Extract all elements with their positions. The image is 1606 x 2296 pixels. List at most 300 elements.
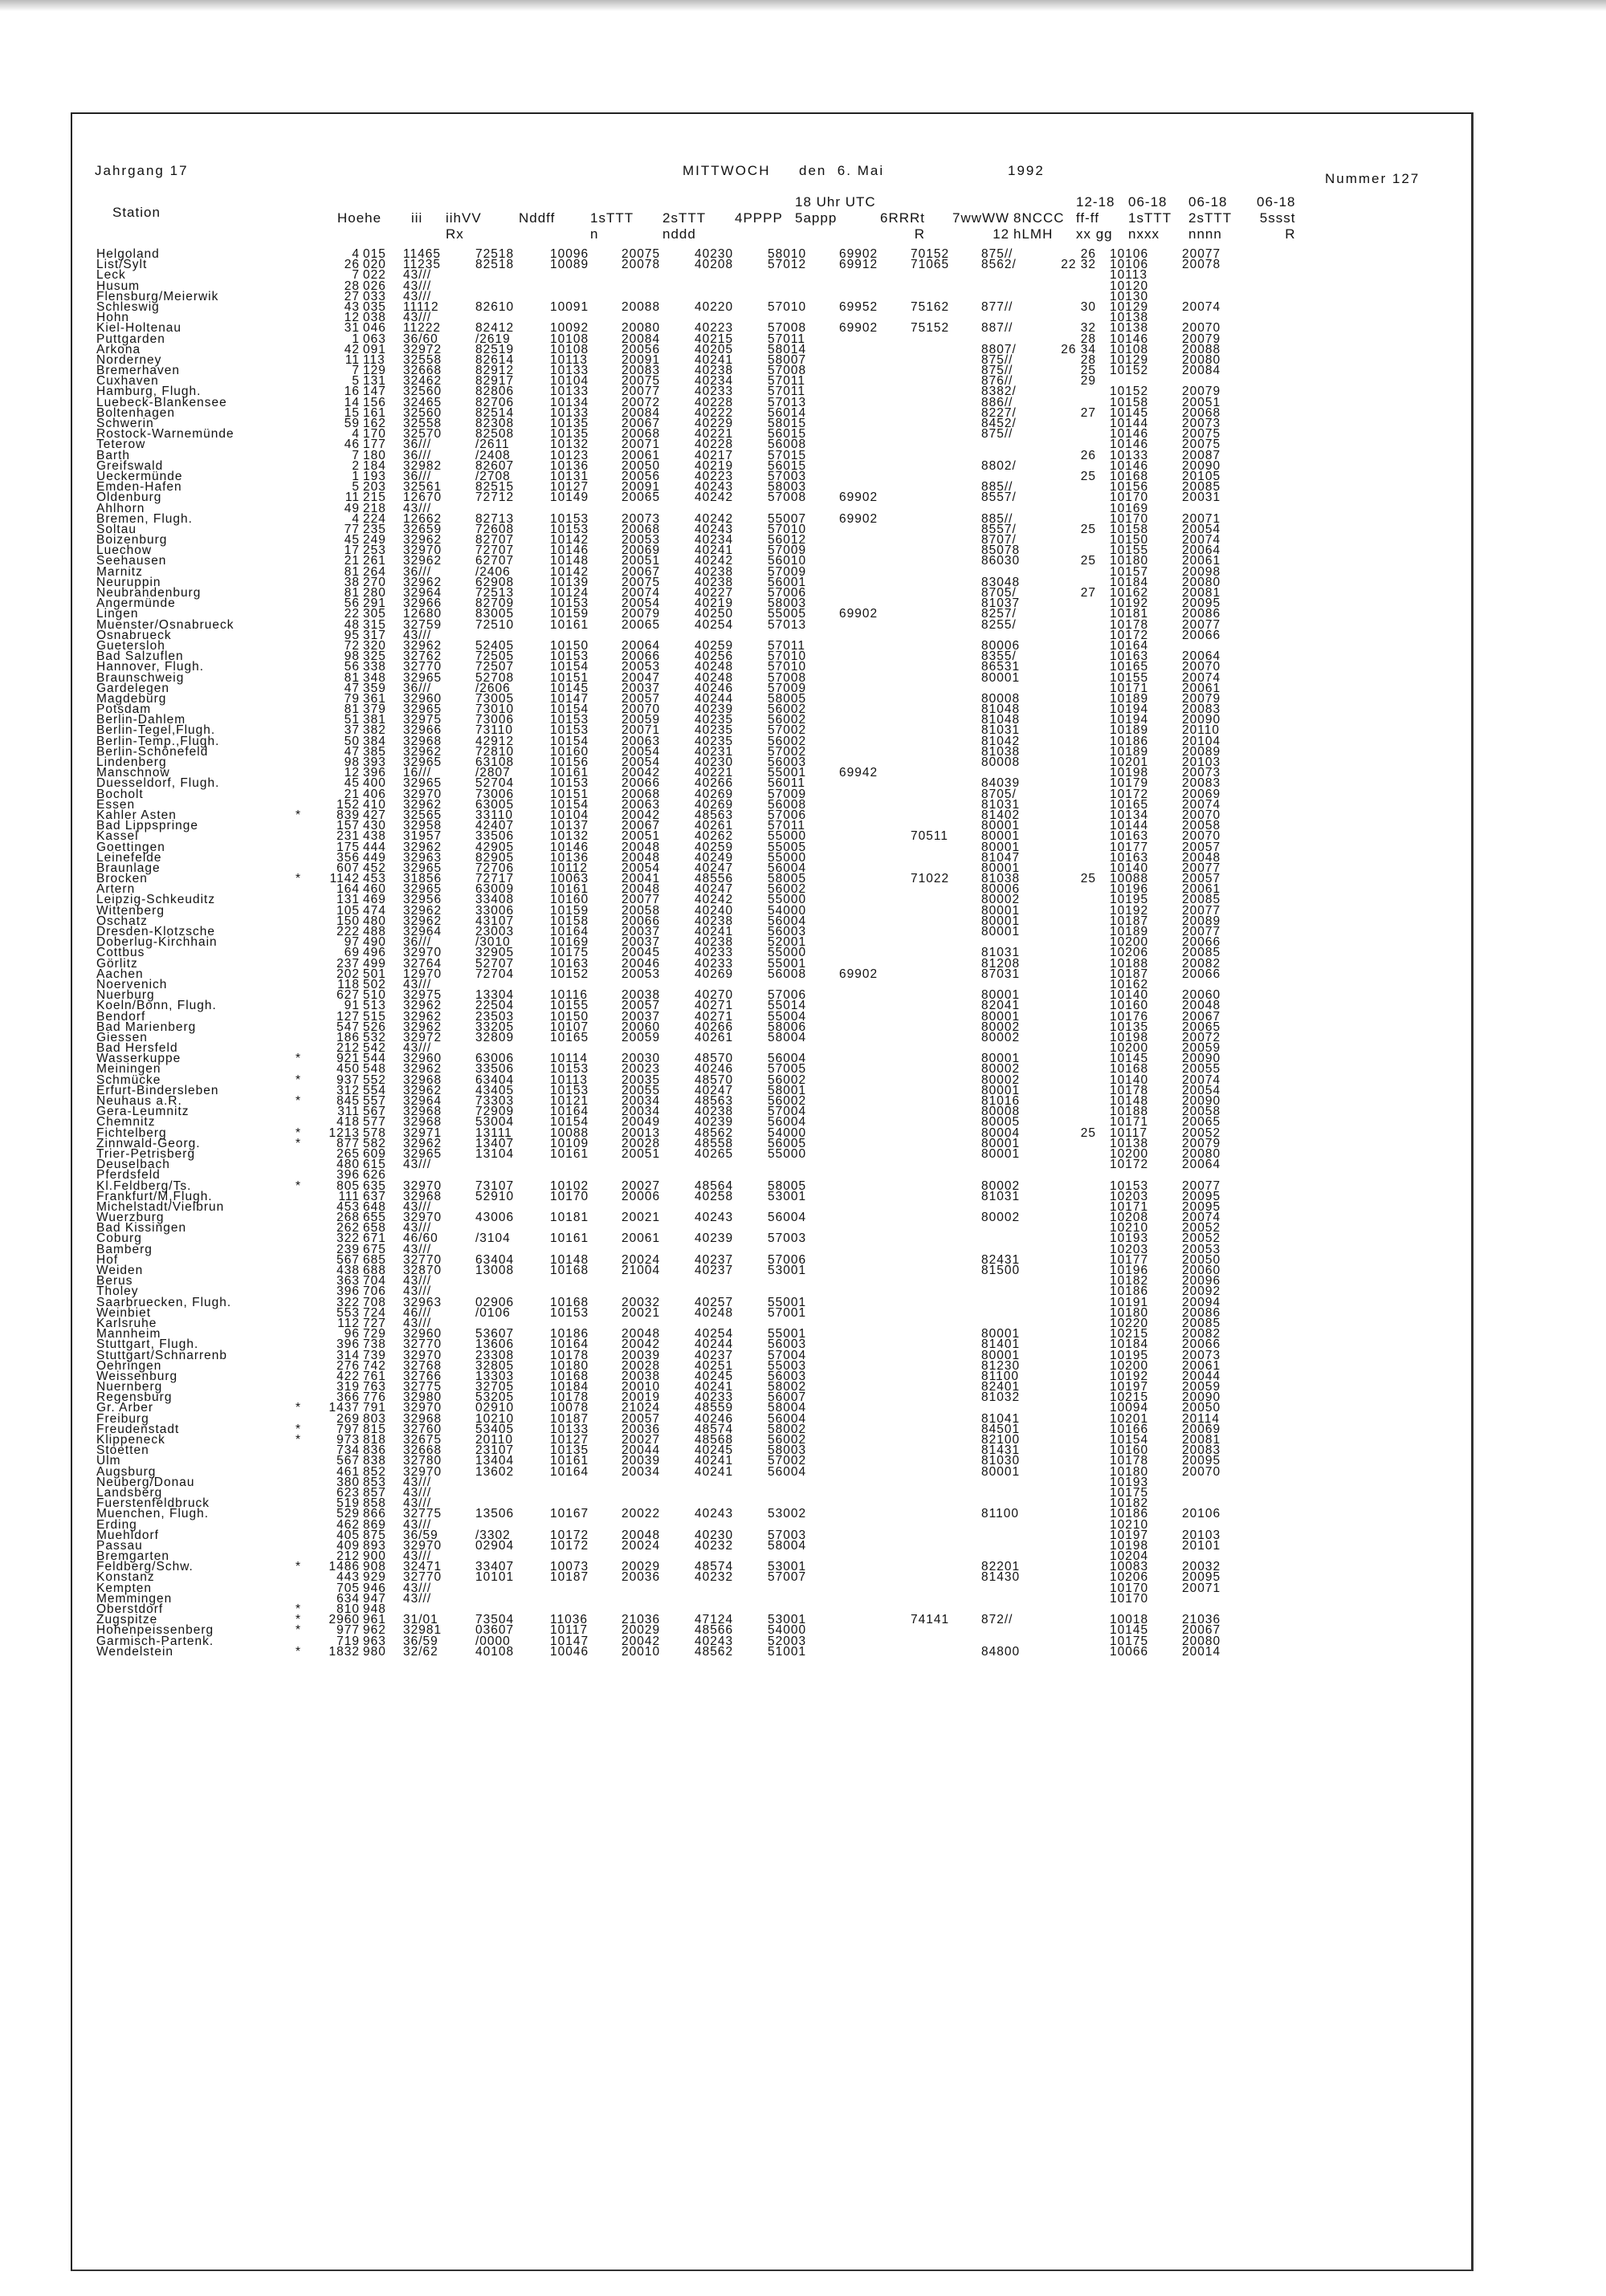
group-nddff: /2619 bbox=[475, 332, 511, 346]
group-7wwww: 71065 bbox=[911, 258, 950, 272]
group-5appp: 55000 bbox=[768, 946, 807, 960]
group-5appp: 52001 bbox=[768, 935, 807, 950]
station-height: 98 bbox=[344, 649, 360, 664]
station-name: Michelstadt/Vielbrun bbox=[96, 1199, 225, 1214]
station-id: 704 bbox=[363, 1274, 386, 1288]
group-2sttt: 20063 bbox=[622, 734, 661, 748]
station-height: 380 bbox=[336, 1475, 360, 1489]
group-4pppp: 40217 bbox=[695, 448, 734, 462]
group-5appp: 57004 bbox=[768, 1348, 807, 1362]
group-ihvv: 31856 bbox=[403, 872, 442, 886]
station-name: Seehausen bbox=[96, 554, 167, 568]
station-name: Bremerhaven bbox=[96, 364, 181, 378]
group-8nccc: 80002 bbox=[981, 1020, 1021, 1034]
group-5appp: 54000 bbox=[768, 903, 807, 918]
group-06-18-1sttt: 10197 bbox=[1110, 1380, 1149, 1394]
group-ihvv: 32668 bbox=[403, 1443, 442, 1458]
group-2sttt: 20050 bbox=[622, 458, 661, 473]
group-06-18-2sttt: 20080 bbox=[1182, 1634, 1221, 1648]
group-ihvv: 32770 bbox=[403, 1252, 442, 1267]
group-2sttt: 20065 bbox=[622, 491, 661, 505]
group-2sttt: 20066 bbox=[622, 776, 661, 791]
group-ffff: 25 bbox=[1080, 522, 1096, 536]
mountain-marker: * bbox=[296, 1602, 302, 1616]
station-id: 469 bbox=[363, 893, 386, 907]
station-height: 7 bbox=[352, 448, 360, 462]
group-4pppp: 40231 bbox=[695, 744, 734, 759]
group-ihvv: 32962 bbox=[403, 1020, 442, 1034]
station-name: Oberstdorf bbox=[96, 1602, 164, 1616]
station-name: Berlin-Schönefeld bbox=[96, 744, 209, 759]
station-height: 877 bbox=[336, 1136, 360, 1150]
station-height: 79 bbox=[344, 691, 360, 706]
group-8nccc: 8227/ bbox=[981, 405, 1017, 420]
station-height: 237 bbox=[336, 956, 360, 971]
group-2sttt: 20077 bbox=[622, 385, 661, 399]
group-2sttt: 20080 bbox=[622, 321, 661, 336]
station-name: Husum bbox=[96, 279, 141, 293]
station-id: 022 bbox=[363, 268, 386, 283]
group-5appp: 58005 bbox=[768, 691, 807, 706]
group-nddff: 72717 bbox=[475, 872, 515, 886]
group-06-18-2sttt: 20074 bbox=[1182, 797, 1221, 812]
station-height: 28 bbox=[344, 279, 360, 293]
group-4pppp: 48574 bbox=[695, 1422, 734, 1436]
station-height: 567 bbox=[336, 1454, 360, 1468]
group-1sttt: 10131 bbox=[550, 469, 589, 483]
group-06-18-1sttt: 10162 bbox=[1110, 586, 1149, 600]
group-06-18-2sttt: 20031 bbox=[1182, 491, 1221, 505]
group-06-18-1sttt: 10083 bbox=[1110, 1560, 1149, 1574]
group-8nccc: 886// bbox=[981, 395, 1013, 409]
group-06-18-1sttt: 10138 bbox=[1110, 311, 1149, 325]
station-id: 658 bbox=[363, 1221, 386, 1236]
group-nddff: /2708 bbox=[475, 469, 511, 483]
group-4pppp: 40233 bbox=[695, 956, 734, 971]
group-5appp: 53001 bbox=[768, 1560, 807, 1574]
group-06-18-2sttt: 20090 bbox=[1182, 1390, 1221, 1405]
station-id: 510 bbox=[363, 988, 386, 1003]
group-ihvv: 32962 bbox=[403, 914, 442, 928]
group-06-18-1sttt: 10140 bbox=[1110, 988, 1149, 1003]
group-06-18-2sttt: 20067 bbox=[1182, 1623, 1221, 1638]
group-nddff: 53607 bbox=[475, 1327, 515, 1341]
group-06-18-1sttt: 10144 bbox=[1110, 417, 1149, 430]
station-height: 11 bbox=[344, 352, 360, 367]
group-06-18-2sttt: 20085 bbox=[1182, 946, 1221, 960]
station-height: 805 bbox=[336, 1179, 360, 1193]
group-4pppp: 40266 bbox=[695, 776, 734, 791]
group-06-18-2sttt: 20074 bbox=[1182, 533, 1221, 548]
group-8nccc: 885// bbox=[981, 480, 1013, 495]
group-ihvv: 31/01 bbox=[403, 1613, 438, 1627]
group-2sttt: 20038 bbox=[622, 988, 661, 1003]
group-5appp: 58002 bbox=[768, 1422, 807, 1436]
station-id: 215 bbox=[363, 491, 386, 505]
group-06-18-1sttt: 10145 bbox=[1110, 1052, 1149, 1066]
group-5appp: 58005 bbox=[768, 1179, 807, 1193]
group-ihvv: 32965 bbox=[403, 755, 442, 769]
station-name: Erfurt-Bindersleben bbox=[96, 1083, 219, 1097]
station-height: 921 bbox=[336, 1052, 360, 1066]
group-ihvv: 43/// bbox=[403, 1274, 432, 1288]
group-nddff: 72510 bbox=[475, 617, 515, 632]
group-ihvv: 43/// bbox=[403, 289, 432, 303]
station-name: Bad Marienberg bbox=[96, 1020, 197, 1034]
group-4pppp: 48562 bbox=[695, 1126, 734, 1140]
group-2sttt: 20061 bbox=[622, 448, 661, 462]
group-06-18-1sttt: 10192 bbox=[1110, 903, 1149, 918]
station-height: 312 bbox=[336, 1083, 360, 1097]
col-06-18-5ssst: 06-18 5ssst R bbox=[1257, 194, 1296, 242]
group-2sttt: 20041 bbox=[622, 872, 661, 886]
group-1sttt: 10158 bbox=[550, 914, 589, 928]
group-2sttt: 20051 bbox=[622, 829, 661, 844]
group-4pppp: 48559 bbox=[695, 1401, 734, 1415]
station-id: 400 bbox=[363, 776, 386, 791]
station-id: 384 bbox=[363, 734, 386, 748]
group-ihvv: 43/// bbox=[403, 1316, 432, 1330]
group-5appp: 56004 bbox=[768, 914, 807, 928]
group-nddff: 33408 bbox=[475, 893, 515, 907]
group-8nccc: 81500 bbox=[981, 1264, 1021, 1277]
station-name: Artern bbox=[96, 882, 136, 897]
station-height: 37 bbox=[344, 723, 360, 738]
group-nddff: 72505 bbox=[475, 649, 515, 664]
group-4pppp: 40242 bbox=[695, 491, 734, 505]
group-06-18-1sttt: 10066 bbox=[1110, 1644, 1149, 1659]
mountain-marker: * bbox=[296, 872, 302, 886]
group-2sttt: 20083 bbox=[622, 364, 661, 378]
group-06-18-2sttt: 20072 bbox=[1182, 1030, 1221, 1044]
station-height: 45 bbox=[344, 533, 360, 548]
group-ihvv: 32960 bbox=[403, 1327, 442, 1341]
group-nddff: 13606 bbox=[475, 1337, 515, 1352]
group-ihvv: 32968 bbox=[403, 1411, 442, 1426]
group-06-18-2sttt: 20059 bbox=[1182, 1041, 1221, 1056]
group-nddff: 82806 bbox=[475, 385, 515, 399]
group-06-18-1sttt: 10108 bbox=[1110, 342, 1149, 356]
group-8nccc: 80008 bbox=[981, 755, 1021, 769]
station-name: Doberlug-Kirchhain bbox=[96, 935, 218, 950]
station-name: Wittenberg bbox=[96, 903, 165, 918]
group-5appp: 56002 bbox=[768, 702, 807, 717]
group-06-18-2sttt: 20079 bbox=[1182, 691, 1221, 706]
group-06-18-2sttt: 20077 bbox=[1182, 1179, 1221, 1193]
group-06-18-2sttt: 20058 bbox=[1182, 819, 1221, 833]
group-4pppp: 40238 bbox=[695, 1105, 734, 1119]
group-06-18-1sttt: 10146 bbox=[1110, 458, 1149, 473]
group-1sttt: 10148 bbox=[550, 554, 589, 568]
station-name: Giessen bbox=[96, 1030, 148, 1044]
station-id: 046 bbox=[363, 321, 386, 336]
station-height: 547 bbox=[336, 1020, 360, 1034]
station-name: Schleswig bbox=[96, 299, 160, 314]
group-ihvv: 31957 bbox=[403, 829, 442, 844]
group-nddff: /2807 bbox=[475, 766, 511, 780]
group-5appp: 57001 bbox=[768, 1305, 807, 1320]
group-06-18-1sttt: 10171 bbox=[1110, 1199, 1149, 1214]
group-nddff: 53004 bbox=[475, 1115, 515, 1130]
group-7wwww: 70511 bbox=[911, 829, 948, 844]
group-06-18-1sttt: 10206 bbox=[1110, 946, 1149, 960]
group-6rrrt: 69902 bbox=[839, 491, 878, 505]
station-height: 152 bbox=[336, 797, 360, 812]
group-1sttt: 10154 bbox=[550, 660, 589, 674]
station-id: 147 bbox=[363, 385, 386, 399]
group-4pppp: 40230 bbox=[695, 1528, 734, 1542]
station-name: Potsdam bbox=[96, 702, 152, 717]
group-06-18-2sttt: 20061 bbox=[1182, 554, 1221, 568]
group-06-18-1sttt: 10138 bbox=[1110, 321, 1149, 336]
group-06-18-1sttt: 10129 bbox=[1110, 299, 1149, 314]
group-nddff: 40108 bbox=[475, 1644, 515, 1659]
group-06-18-2sttt: 20083 bbox=[1182, 1443, 1221, 1458]
group-ihvv: 32982 bbox=[403, 458, 442, 473]
group-ihvv: 12970 bbox=[403, 967, 442, 981]
group-06-18-2sttt: 20073 bbox=[1182, 417, 1221, 430]
group-8nccc: 875// bbox=[981, 352, 1013, 367]
group-1sttt: 10148 bbox=[550, 1252, 589, 1267]
group-5appp: 57011 bbox=[768, 374, 805, 389]
group-2sttt: 20056 bbox=[622, 342, 661, 356]
group-06-18-2sttt: 20095 bbox=[1182, 1454, 1221, 1468]
col-06-18-2sttt: 06-18 2sTTT nnnn bbox=[1188, 194, 1233, 242]
group-06-18-2sttt: 20081 bbox=[1182, 586, 1221, 600]
group-ihvv: 32964 bbox=[403, 925, 442, 938]
group-8nccc: 8255/ bbox=[981, 617, 1017, 632]
group-06-18-2sttt: 20044 bbox=[1182, 1369, 1221, 1383]
group-1sttt: 10104 bbox=[550, 374, 589, 389]
station-name: Muenchen, Flugh. bbox=[96, 1507, 210, 1521]
station-name: Hohenpeissenberg bbox=[96, 1623, 214, 1638]
group-1sttt: 10151 bbox=[550, 787, 589, 801]
group-5appp: 58004 bbox=[768, 1401, 807, 1415]
group-06-18-2sttt: 20051 bbox=[1182, 395, 1221, 409]
group-06-18-2sttt: 20079 bbox=[1182, 1136, 1221, 1150]
group-ffff: 26 34 bbox=[1061, 342, 1096, 356]
group-06-18-2sttt: 20065 bbox=[1182, 1115, 1221, 1130]
group-06-18-1sttt: 10200 bbox=[1110, 1358, 1149, 1373]
group-8nccc: 80002 bbox=[981, 1073, 1021, 1087]
station-id: 162 bbox=[363, 417, 386, 430]
group-2sttt: 20074 bbox=[622, 586, 661, 600]
group-ffff: 25 bbox=[1080, 554, 1096, 568]
group-06-18-1sttt: 10201 bbox=[1110, 1411, 1149, 1426]
station-height: 49 bbox=[344, 501, 360, 515]
station-name: Leipzig-Schkeuditz bbox=[96, 893, 216, 907]
station-height: 719 bbox=[336, 1634, 360, 1648]
group-06-18-1sttt: 10203 bbox=[1110, 1189, 1149, 1203]
station-id: 578 bbox=[363, 1126, 386, 1140]
group-ihvv: 32962 bbox=[403, 1136, 442, 1150]
station-name: Barth bbox=[96, 448, 131, 462]
col-06-18-1sttt: 06-18 1sTTT nxxx bbox=[1128, 194, 1172, 242]
group-2sttt: 20042 bbox=[622, 766, 661, 780]
group-nddff: 13111 bbox=[475, 1126, 512, 1140]
station-id: 685 bbox=[363, 1252, 386, 1267]
group-1sttt: 10180 bbox=[550, 1358, 589, 1373]
station-id: 177 bbox=[363, 438, 386, 452]
group-06-18-1sttt: 10157 bbox=[1110, 564, 1149, 579]
group-4pppp: 40241 bbox=[695, 925, 734, 938]
group-4pppp: 40239 bbox=[695, 702, 734, 717]
group-nddff: 72706 bbox=[475, 861, 515, 875]
group-06-18-2sttt: 20060 bbox=[1182, 1264, 1221, 1277]
group-ihvv: 32965 bbox=[403, 776, 442, 791]
group-1sttt: 10154 bbox=[550, 734, 589, 748]
group-06-18-2sttt: 20083 bbox=[1182, 776, 1221, 791]
group-8nccc: 81031 bbox=[981, 723, 1021, 738]
group-1sttt: 10116 bbox=[550, 988, 588, 1003]
station-height: 222 bbox=[336, 925, 360, 938]
group-1sttt: 10136 bbox=[550, 850, 589, 865]
group-2sttt: 20061 bbox=[622, 1231, 661, 1246]
station-name: Braunlage bbox=[96, 861, 161, 875]
group-2sttt: 20049 bbox=[622, 1115, 661, 1130]
group-06-18-2sttt: 20068 bbox=[1182, 405, 1221, 420]
group-06-18-2sttt: 20085 bbox=[1182, 480, 1221, 495]
group-8nccc: 81430 bbox=[981, 1570, 1021, 1585]
group-1sttt: 10107 bbox=[550, 1020, 589, 1034]
station-id: 193 bbox=[363, 469, 386, 483]
station-id: 513 bbox=[363, 999, 386, 1013]
station-id: 729 bbox=[363, 1327, 386, 1341]
station-height: 797 bbox=[336, 1422, 360, 1436]
group-2sttt: 20048 bbox=[622, 840, 661, 854]
station-height: 48 bbox=[344, 617, 360, 632]
group-5appp: 54000 bbox=[768, 1126, 807, 1140]
station-id: 803 bbox=[363, 1411, 386, 1426]
station-id: 379 bbox=[363, 702, 386, 717]
station-id: 113 bbox=[363, 352, 385, 367]
station-height: 265 bbox=[336, 1146, 360, 1161]
group-6rrrt: 69902 bbox=[839, 247, 878, 261]
group-06-18-1sttt: 10177 bbox=[1110, 1252, 1149, 1267]
group-8nccc: 8257/ bbox=[981, 607, 1017, 621]
station-name: Arkona bbox=[96, 342, 141, 356]
station-height: 268 bbox=[336, 1211, 360, 1225]
group-nddff: 73010 bbox=[475, 702, 515, 717]
group-4pppp: 40241 bbox=[695, 352, 734, 367]
group-06-18-1sttt: 10155 bbox=[1110, 543, 1149, 558]
station-id: 948 bbox=[363, 1602, 386, 1616]
group-nddff: 82308 bbox=[475, 417, 515, 430]
group-06-18-1sttt: 10203 bbox=[1110, 1242, 1149, 1256]
group-1sttt: 10091 bbox=[550, 299, 589, 314]
group-nddff: 82706 bbox=[475, 395, 515, 409]
station-height: 810 bbox=[336, 1602, 360, 1616]
group-nddff: 13404 bbox=[475, 1454, 515, 1468]
group-8nccc: 80001 bbox=[981, 840, 1021, 854]
group-ihvv: 32659 bbox=[403, 522, 442, 536]
group-1sttt: 11036 bbox=[550, 1613, 588, 1627]
station-id: 320 bbox=[363, 638, 386, 653]
station-name: Wendelstein bbox=[96, 1644, 174, 1659]
group-06-18-2sttt: 20069 bbox=[1182, 1422, 1221, 1436]
group-06-18-2sttt: 20078 bbox=[1182, 258, 1221, 272]
group-8nccc: 81431 bbox=[981, 1443, 1021, 1458]
group-06-18-2sttt: 20070 bbox=[1182, 321, 1221, 336]
station-name: Schwerin bbox=[96, 417, 154, 430]
group-4pppp: 40250 bbox=[695, 607, 734, 621]
group-8nccc: 81038 bbox=[981, 744, 1021, 759]
station-id: 249 bbox=[363, 533, 386, 548]
group-5appp: 56004 bbox=[768, 1211, 807, 1225]
group-1sttt: 10114 bbox=[550, 1052, 588, 1066]
station-height: 131 bbox=[336, 893, 360, 907]
group-4pppp: 40259 bbox=[695, 840, 734, 854]
group-ihvv: 32775 bbox=[403, 1380, 442, 1394]
group-ihvv: 36/60 bbox=[403, 332, 438, 346]
group-ihvv: 32981 bbox=[403, 1623, 442, 1638]
station-id: 671 bbox=[363, 1231, 386, 1246]
station-id: 317 bbox=[363, 628, 386, 642]
group-06-18-1sttt: 10168 bbox=[1110, 1062, 1149, 1077]
group-1sttt: 10153 bbox=[550, 1305, 589, 1320]
station-height: 4 bbox=[352, 427, 360, 442]
group-ihvv: 43/// bbox=[403, 311, 432, 325]
group-06-18-2sttt: 20071 bbox=[1182, 511, 1221, 526]
station-id: 626 bbox=[363, 1168, 386, 1183]
group-06-18-2sttt: 20095 bbox=[1182, 1189, 1221, 1203]
group-ffff: 22 32 bbox=[1061, 258, 1096, 272]
group-5appp: 55004 bbox=[768, 1009, 807, 1024]
group-06-18-2sttt: 20095 bbox=[1182, 1199, 1221, 1214]
group-06-18-1sttt: 10134 bbox=[1110, 808, 1149, 822]
group-06-18-2sttt: 20061 bbox=[1182, 882, 1221, 897]
station-height: 26 bbox=[344, 258, 360, 272]
group-ihvv: 32968 bbox=[403, 734, 442, 748]
group-ihvv: 12662 bbox=[403, 511, 442, 526]
station-name: Cottbus bbox=[96, 946, 145, 960]
group-2sttt: 20034 bbox=[622, 1464, 661, 1479]
group-1sttt: 10078 bbox=[550, 1401, 589, 1415]
group-5appp: 57006 bbox=[768, 1252, 807, 1267]
group-nddff: 63005 bbox=[475, 797, 515, 812]
group-ihvv: 32764 bbox=[403, 956, 442, 971]
group-5appp: 56004 bbox=[768, 861, 807, 875]
group-06-18-1sttt: 10195 bbox=[1110, 1348, 1149, 1362]
group-06-18-2sttt: 20032 bbox=[1182, 1560, 1221, 1574]
group-2sttt: 20039 bbox=[622, 1348, 661, 1362]
group-06-18-1sttt: 10155 bbox=[1110, 670, 1149, 685]
group-06-18-2sttt: 20079 bbox=[1182, 385, 1221, 399]
group-nddff: 82519 bbox=[475, 342, 515, 356]
group-06-18-1sttt: 10169 bbox=[1110, 501, 1149, 515]
group-1sttt: 10161 bbox=[550, 1231, 589, 1246]
group-06-18-2sttt: 20080 bbox=[1182, 1146, 1221, 1161]
group-8nccc: 8355/ bbox=[981, 649, 1017, 664]
group-nddff: 52708 bbox=[475, 670, 515, 685]
station-name: Lingen bbox=[96, 607, 139, 621]
group-06-18-2sttt: 20075 bbox=[1182, 427, 1221, 442]
group-4pppp: 40221 bbox=[695, 427, 734, 442]
group-2sttt: 20072 bbox=[622, 395, 661, 409]
group-nddff: 22504 bbox=[475, 999, 515, 1013]
station-height: 212 bbox=[336, 1041, 360, 1056]
group-5appp: 57006 bbox=[768, 988, 807, 1003]
group-5appp: 55000 bbox=[768, 1146, 807, 1161]
station-height: 150 bbox=[336, 914, 360, 928]
station-height: 839 bbox=[336, 808, 360, 822]
station-id: 947 bbox=[363, 1591, 386, 1606]
group-1sttt: 10147 bbox=[550, 1634, 589, 1648]
group-5appp: 57008 bbox=[768, 670, 807, 685]
group-4pppp: 40258 bbox=[695, 1189, 734, 1203]
group-5appp: 58007 bbox=[768, 352, 807, 367]
station-id: 460 bbox=[363, 882, 386, 897]
